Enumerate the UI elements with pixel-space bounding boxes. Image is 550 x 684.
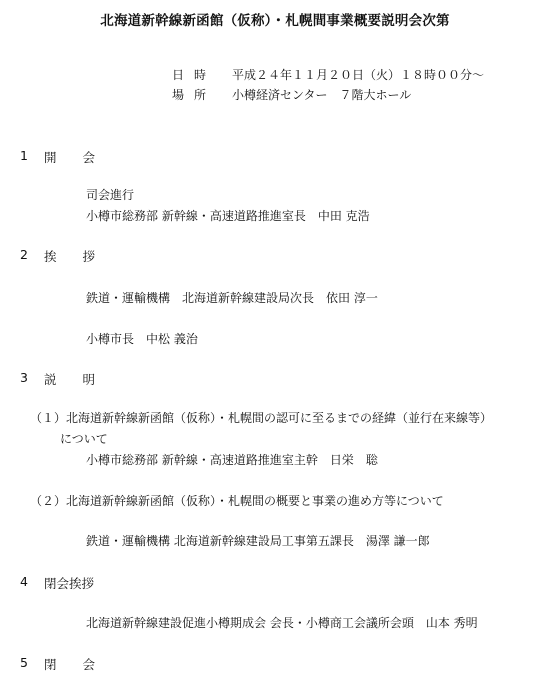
section-5-label: 閉会 (44, 657, 122, 672)
explanation-item-1-line-2: について (60, 432, 108, 446)
place-label: 場所 (172, 88, 217, 102)
section-2-label: 挨拶 (44, 249, 122, 264)
section-2-number: 2 (20, 247, 28, 262)
section-4-label: 閉会挨拶 (44, 576, 95, 591)
greeting-speaker-2: 小樽市長 中松 義治 (86, 332, 198, 346)
explanation-item-1-line-1: （１）北海道新幹線新函館（仮称）・札幌間の認可に至るまでの経緯（並行在来線等） (30, 411, 493, 425)
section-5-number: 5 (20, 655, 28, 670)
section-1-number: 1 (20, 148, 28, 163)
date-label: 日時 (172, 68, 217, 82)
date-value: 平成２４年１１月２０日（火）１８時００分～ (232, 68, 485, 82)
explanation-item-2-line-1: （２）北海道新幹線新函館（仮称）・札幌間の概要と事業の進め方等について (30, 494, 444, 508)
greeting-speaker-1: 鉄道・運輸機構 北海道新幹線建設局次長 依田 淳一 (86, 291, 378, 305)
section-4-number: 4 (20, 574, 28, 589)
moderator-role: 司会進行 (86, 188, 135, 202)
section-3-label: 説明 (44, 372, 122, 387)
section-1-label: 開会 (44, 150, 122, 165)
explanation-item-2-speaker: 鉄道・運輸機構 北海道新幹線建設局工事第五課長 湯澤 謙一郎 (86, 534, 430, 548)
place-value: 小樽経済センター ７階大ホール (232, 88, 412, 102)
explanation-item-1-speaker: 小樽市総務部 新幹線・高速道路推進室主幹 日栄 聡 (86, 453, 378, 467)
document-title: 北海道新幹線新函館（仮称）・札幌間事業概要説明会次第 (100, 13, 450, 29)
closing-greeting-speaker: 北海道新幹線建設促進小樽期成会 会長・小樽商工会議所会頭 山本 秀明 (86, 616, 478, 630)
section-3-number: 3 (20, 370, 28, 385)
moderator-name: 小樽市総務部 新幹線・高速道路推進室長 中田 克浩 (86, 209, 370, 223)
